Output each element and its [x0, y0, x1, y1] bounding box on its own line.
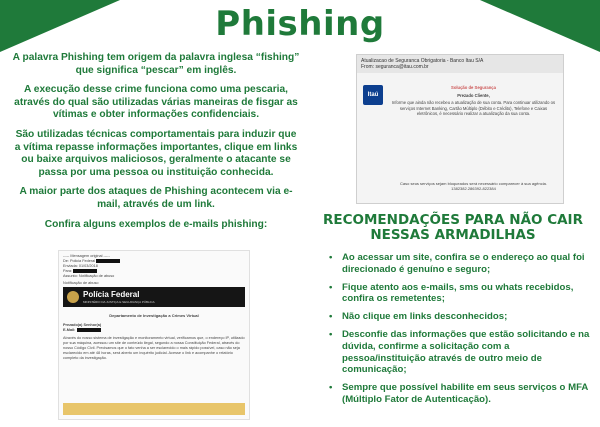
- list-item: • Sempre que possível habilite em seus serviços o MFA (Múltiplo Fator de Autenticação).: [329, 382, 588, 405]
- paragraph-execution: A execução desse crime funciona como uma pescaria, através do qual são utilizadas várias maneiras de fisgar as vítimas e obter informações confidenciais.: [14, 84, 298, 121]
- email-header: [357, 55, 563, 73]
- badge-icon: [67, 291, 79, 303]
- meta-line: Para:: [63, 269, 243, 274]
- meta-line: Assunto: Notificação de abuso: [63, 274, 115, 278]
- list-item: • Ao acessar um site, confira se o endereço ao qual foi direcionado é genuíno e seguro;: [329, 252, 585, 275]
- recommendations-title: RECOMENDAÇÕES PARA NÃO CAIR NESSAS ARMADILHAS: [323, 212, 583, 243]
- recommendations-list: [328, 252, 594, 412]
- email-subject: Atualizacao de Seguranca Obrigatoria - Banco Itau S/A: [361, 58, 484, 64]
- email-example-itau: [356, 54, 564, 204]
- bullet-icon: •: [329, 382, 333, 394]
- email-footer-bar: [63, 403, 245, 415]
- intro-text: [12, 52, 300, 238]
- org-subtitle: MINISTÉRIO DA JUSTIÇA E SEGURANÇA PÚBLICA: [83, 300, 155, 304]
- paragraph-techniques: São utilizadas técnicas comportamentais para induzir que a vítima repasse informações importantes, clique em links ou baixe arquivos maliciosos, geralmente o atacante se passa por uma pessoa ou instituição conhecida.: [14, 128, 298, 178]
- email-footer: Caso seus serviços sejam bloqueados será necessário comparecer à sua agência. 1382382.286392-822384: [400, 181, 547, 191]
- department-title: Departamento de Investigação a Crimes Virtual: [109, 313, 199, 318]
- bullet-icon: •: [329, 328, 333, 340]
- redaction-bar: [96, 259, 120, 263]
- paragraph-origin: A palavra Phishing tem origem da palavra inglesa “fishing” que significa “pescar” em inglês.: [12, 52, 300, 76]
- bullet-icon: •: [329, 252, 333, 263]
- bullet-icon: •: [329, 311, 333, 323]
- redaction-bar: [73, 269, 97, 273]
- email-body-text: Através do nosso sistema de investigação e monitoramento virtual, verificamos que, o endereço IP, utilizado por sua máquina, acessou um site de conteúdo ilegal, segundo a nossa Constituição Federal, através do nosso Código Civil. Precisamos que o fato venha a ser esclarecido o mais rápido possível, caso não seja esclarecido em até 48 horas, será aberto um inquérito judicial. Acesse o link e acompanhe o relatório completo da investigação.: [63, 336, 245, 360]
- list-item: • Fique atento aos e-mails, sms ou whats recebidos, confira os remetentes;: [329, 281, 574, 305]
- abuse-notice: Notificação de abuso: [63, 281, 99, 285]
- email-meta: [63, 254, 243, 286]
- email-body-text: Informe que ainda não recebeu a atualização de sua conta. Para continuar utilizando os serviços Internet Banking, Cartão Múltiplo (Débito e Crédito), Telefone e Caixas eletrônicos, é necessário realizar a atualização da sua conta.: [391, 100, 556, 117]
- org-name: Polícia Federal: [83, 290, 140, 299]
- list-item: • Desconfie das informações que estão solicitando e na dúvida, confirme a solicitação com a pessoa/instituição através de outro meio de comunicação;: [329, 328, 590, 376]
- email-heading: Solução de Segurança: [451, 85, 496, 90]
- meta-line: De: Policia Federal: [63, 259, 243, 264]
- paragraph-email: A maior parte dos ataques de Phishing acontecem via e-mail, através de um link.: [19, 186, 293, 210]
- email-from: From: seguranca@itau.com.br: [361, 64, 429, 70]
- list-item: • Não clique em links desconhecidos;: [329, 311, 508, 323]
- bullet-icon: •: [329, 281, 333, 293]
- email-example-policia-federal: [58, 250, 250, 420]
- email-line: E-Mail:: [63, 328, 245, 333]
- page-title: Phishing: [215, 4, 385, 44]
- email-body: [391, 85, 556, 117]
- policia-federal-banner: [63, 287, 245, 307]
- meta-line: Enviada: 01/03/2018: [63, 264, 98, 268]
- itau-logo: Itaú: [363, 85, 383, 105]
- meta-line: ----- Mensagem original -----: [63, 254, 110, 258]
- redaction-bar: [77, 328, 101, 332]
- paragraph-examples: Confira alguns exemplos de e-mails phishing:: [44, 218, 268, 230]
- email-greeting: Prezado Cliente,: [457, 92, 490, 98]
- email-body: [63, 323, 245, 361]
- salutation: Prezado(a) Senhor(a): [63, 323, 102, 327]
